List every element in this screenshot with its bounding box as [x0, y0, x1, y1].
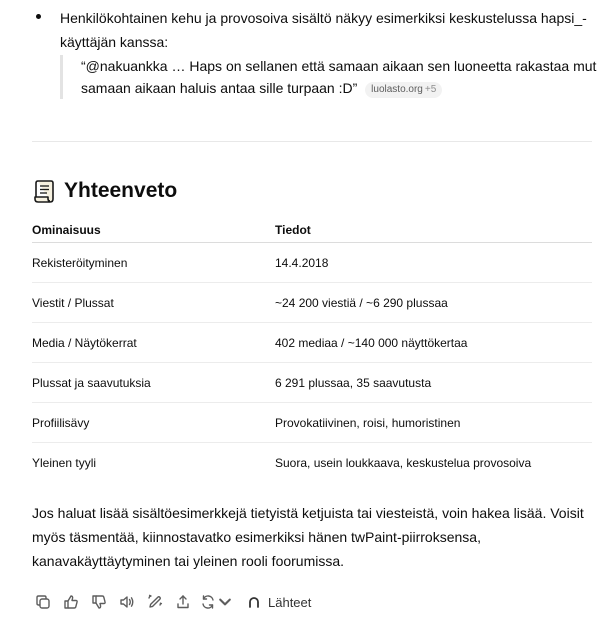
edit-button[interactable]: [144, 591, 166, 613]
summary-table: [32, 217, 592, 482]
table-cell: Yleinen tyyli: [32, 455, 97, 470]
section-heading: [32, 178, 177, 204]
table-header-cell: Tiedot: [275, 217, 592, 243]
sources-icon: [247, 595, 261, 609]
table-cell: 402 mediaa / ~140 000 näyttökertaa: [275, 323, 592, 363]
table-cell: Provokatiivinen, roisi, humoristinen: [275, 403, 592, 443]
table-row: [32, 243, 592, 283]
share-icon: [175, 594, 191, 610]
source-chip[interactable]: [365, 82, 442, 98]
copy-icon: [35, 594, 51, 610]
blockquote: [60, 55, 599, 99]
table-cell: Profiilisävy: [32, 403, 275, 443]
edit-icon: [147, 594, 163, 610]
thumbs-up-icon: [63, 594, 79, 610]
table-cell: Rekisteröityminen: [32, 243, 275, 283]
table-cell: ~24 200 viestiä / ~6 290 plussaa: [275, 283, 592, 323]
read-aloud-button[interactable]: [116, 591, 138, 613]
table-cell: 6 291 plussaa, 35 saavutusta: [275, 363, 592, 403]
closing-paragraph: Jos haluat lisää sisältöesimerkkejä tietyistä ketjuista tai viesteistä, voin hakea lisää. Voisit myös täsmentää, kiinnostavatko esimerkiksi hänen twPaint-piirroksensa, kanavakäyttäytyminen tai yleinen rooli foorumissa.: [32, 505, 584, 569]
source-chip-extra: +5: [424, 84, 437, 95]
table-cell: Suora, usein loukkaava, keskustelua provosoiva: [275, 455, 532, 470]
speaker-icon: [119, 594, 135, 610]
table-row: [32, 363, 592, 403]
source-chip-label: luolasto.org: [371, 84, 423, 95]
table-cell: Media / Näytökerrat: [32, 323, 275, 363]
section-divider: [32, 141, 592, 142]
table-row: [32, 323, 592, 363]
bullet-item: [36, 6, 592, 54]
table-cell: Viestit / Plussat: [32, 283, 275, 323]
thumbs-down-button[interactable]: [88, 591, 110, 613]
table-cell: Plussat ja saavutuksia: [32, 363, 275, 403]
message-actions: [32, 591, 311, 613]
section-title: Yhteenveto: [64, 179, 178, 202]
thumbs-up-button[interactable]: [60, 591, 82, 613]
bullet-text: Henkilökohtainen kehu ja provosoiva sisältö näkyy esimerkiksi keskustelussa hapsi_-käyttäjän kanssa:: [60, 10, 587, 50]
quote-text: “@nakuankka … Haps on sellanen että samaan aikaan sen luoneetta rakastaa mut samaan aikaan haluis antaa sille turpaan :D”: [81, 58, 597, 96]
bullet-dot: [36, 14, 41, 19]
table-header-row: [32, 217, 592, 243]
table-cell: 14.4.2018: [275, 243, 592, 283]
table-header-cell: Ominaisuus: [32, 217, 275, 243]
sources-label: Lähteet: [268, 594, 312, 610]
share-button[interactable]: [172, 591, 194, 613]
copy-button[interactable]: [32, 591, 54, 613]
sources-button[interactable]: [247, 595, 311, 610]
table-row: [32, 283, 592, 323]
chevron-down-icon: [217, 594, 233, 610]
scroll-icon: [32, 178, 56, 204]
thumbs-down-icon: [91, 594, 107, 610]
regenerate-button[interactable]: [200, 591, 233, 613]
regenerate-icon: [200, 594, 216, 610]
table-row: [32, 403, 592, 443]
table-row: [32, 443, 592, 483]
